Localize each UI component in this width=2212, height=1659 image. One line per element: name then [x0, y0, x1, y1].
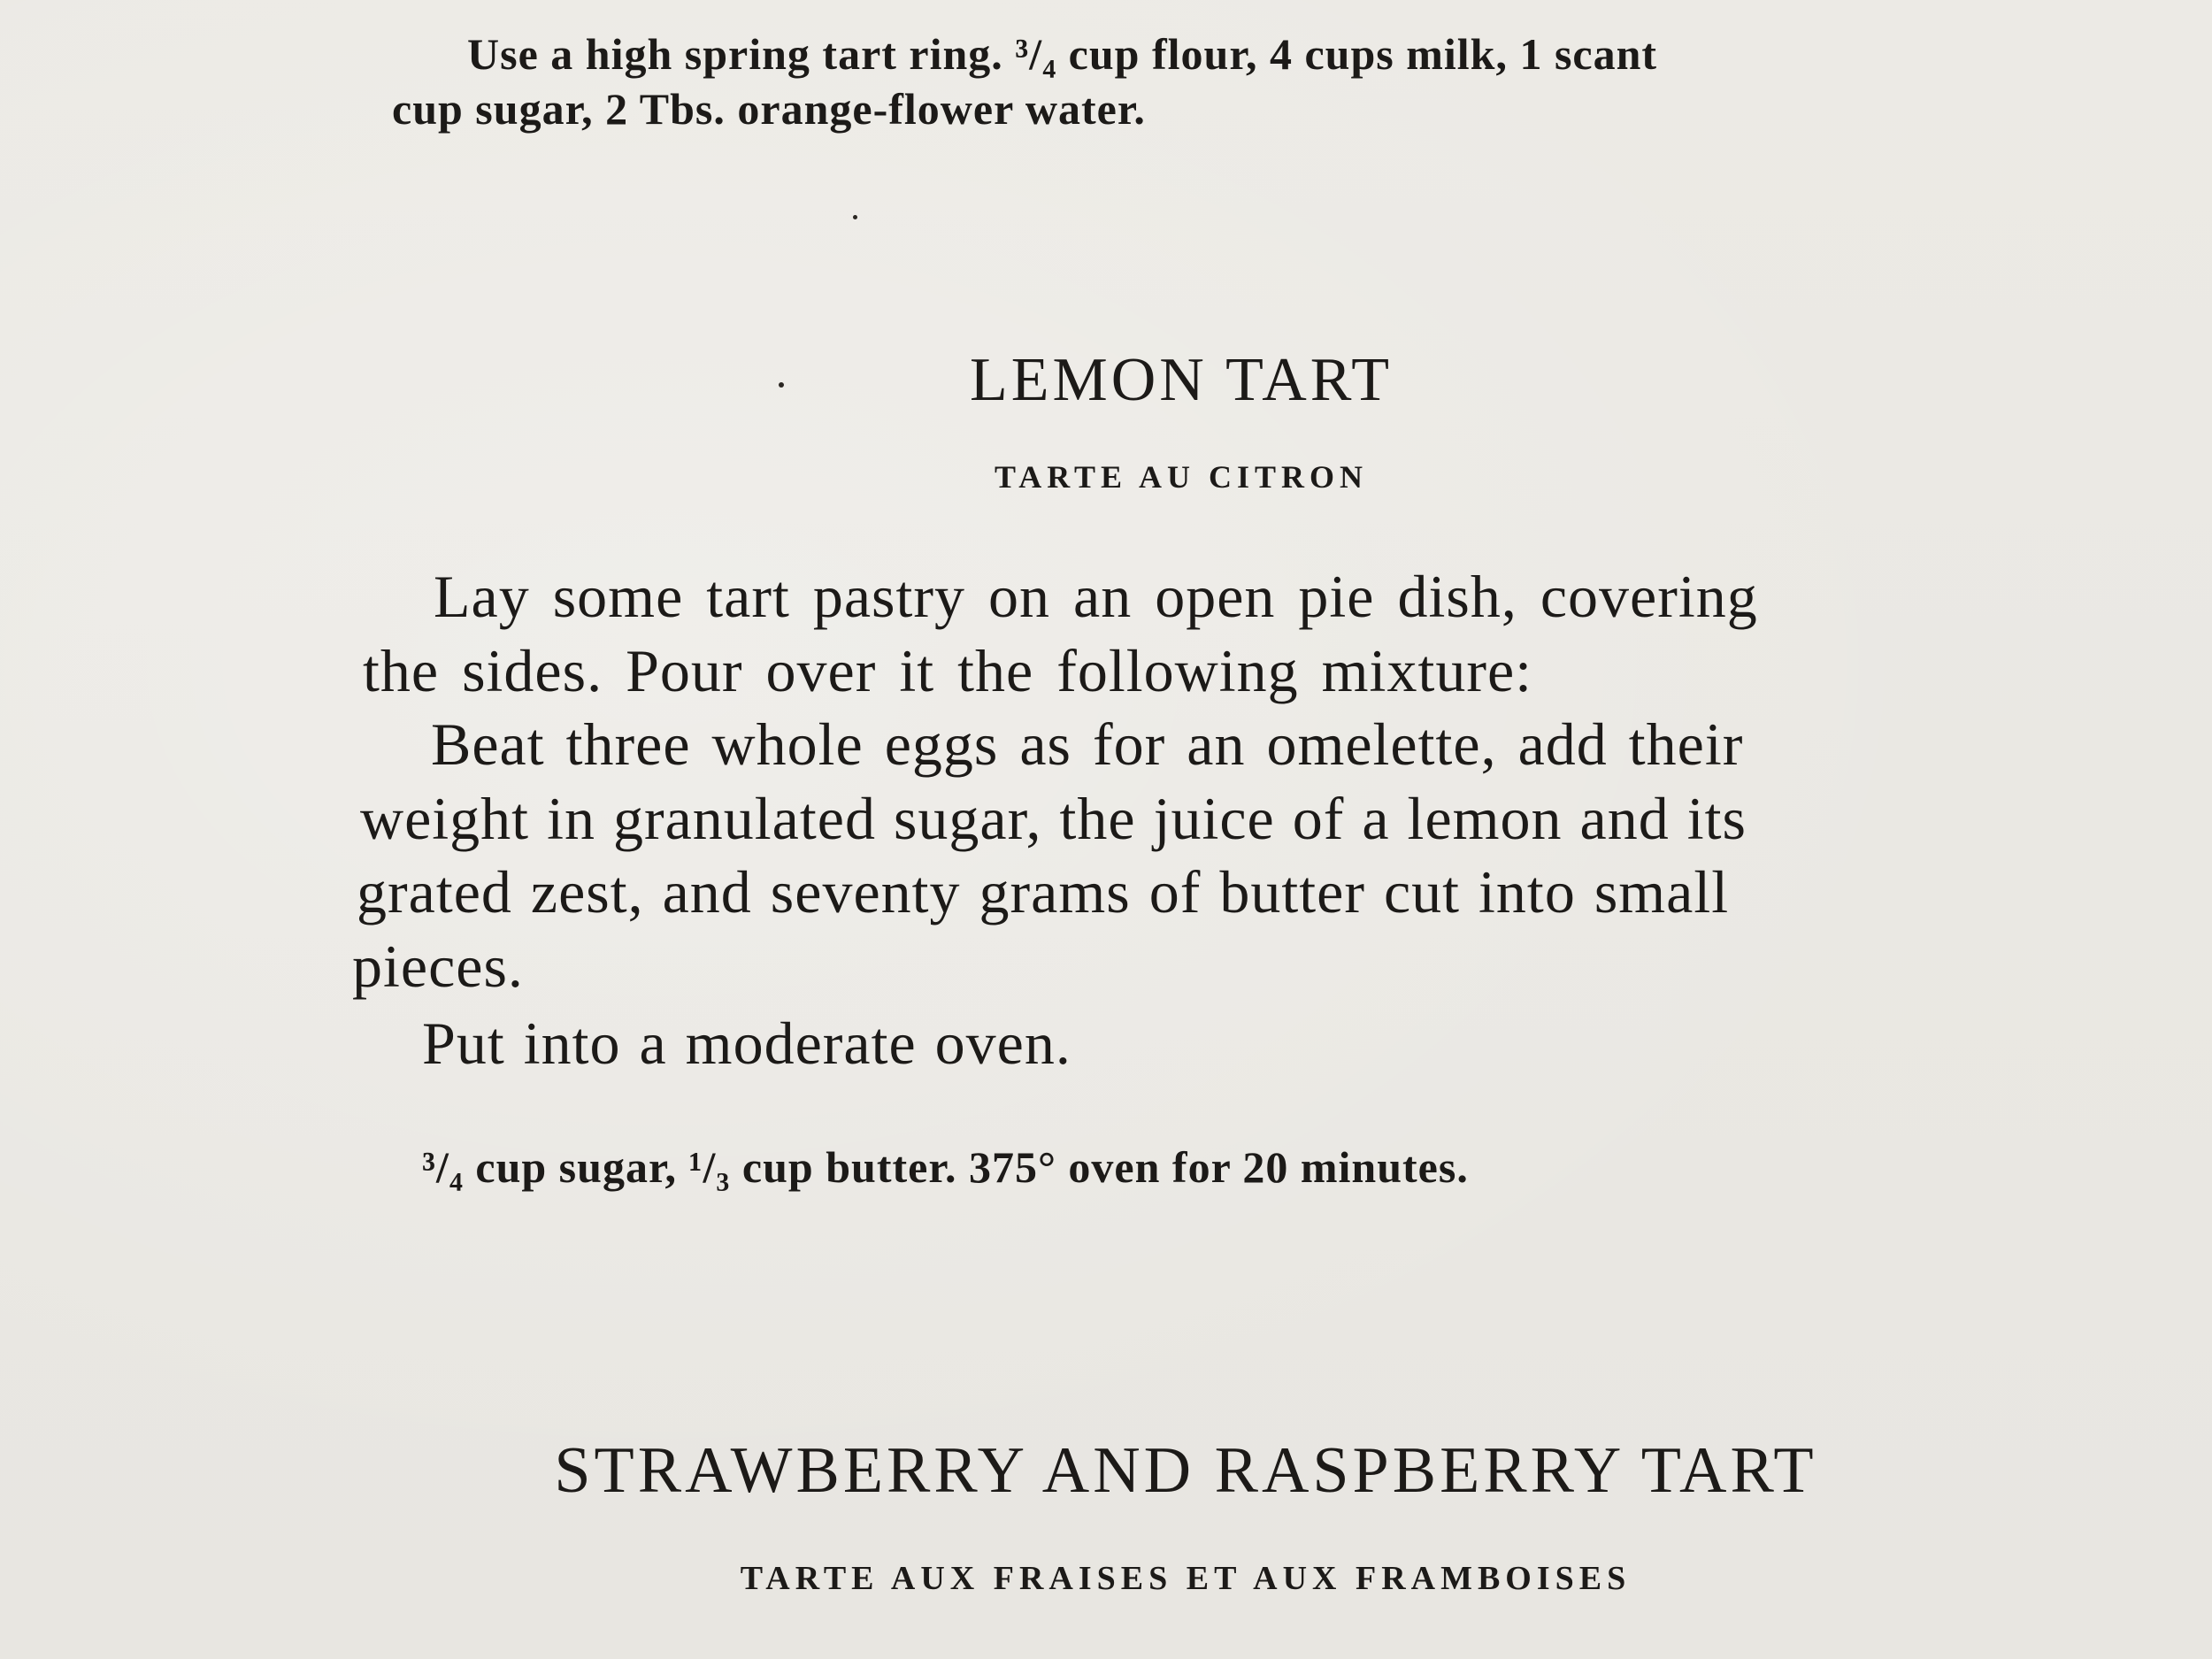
lemon-tart-body-line: Put into a moderate oven.: [422, 1010, 1071, 1077]
lemon-tart-body-line: the sides. Pour over it the following mixture:: [363, 637, 1533, 704]
lemon-tart-body-line: pieces.: [352, 933, 524, 1000]
lemon-tart-title: LEMON TART: [969, 346, 1394, 414]
strawberry-tart-title: STRAWBERRY AND RASPBERRY TART: [554, 1434, 1817, 1507]
lemon-tart-body-line: weight in granulated sugar, the juice of a lemon and its: [360, 785, 1747, 852]
lemon-tart-note: ³/₄ cup sugar, ¹/₃ cup butter. 375° oven for 20 minutes.: [422, 1142, 1469, 1192]
lemon-tart-body-line: Lay some tart pastry on an open pie dish, covering: [434, 563, 1758, 630]
strawberry-tart-subtitle: TARTE AUX FRAISES ET AUX FRAMBOISES: [740, 1560, 1632, 1597]
paper-speck: [853, 215, 857, 219]
lemon-tart-body-line: Beat three whole eggs as for an omelette, add their: [431, 710, 1744, 778]
lemon-tart-body-line: grated zest, and seventy grams of butter cut into small: [357, 858, 1730, 926]
lemon-tart-subtitle: TARTE AU CITRON: [994, 459, 1369, 495]
top-note-line-1: Use a high spring tart ring. ³/₄ cup flour, 4 cups milk, 1 scant: [467, 29, 1658, 79]
top-note-line-2: cup sugar, 2 Tbs. orange-flower water.: [392, 84, 1146, 134]
paper-speck: [779, 382, 784, 388]
